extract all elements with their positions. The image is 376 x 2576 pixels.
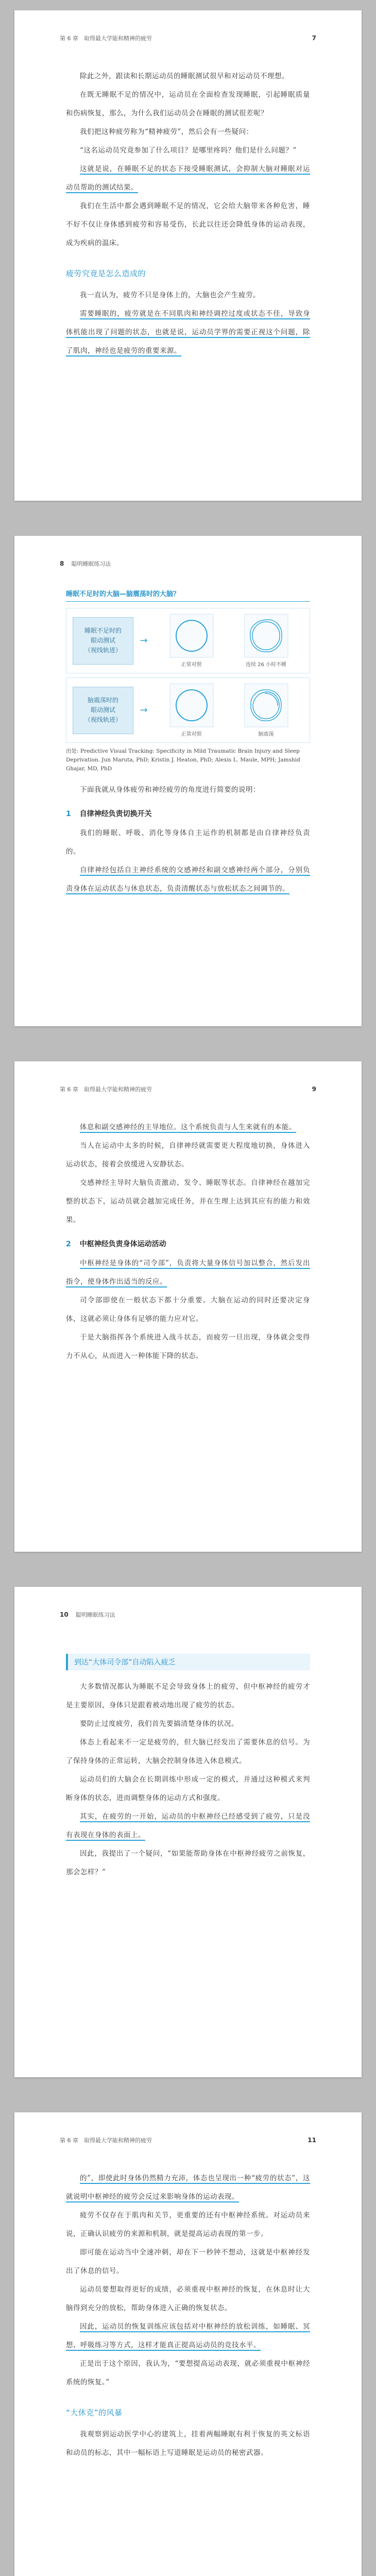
paragraph: 当人在运动中太多的时候，自律神经就需要更大程度地切换，身体进入运动状态，接着会放缓进入安静状态。 [66,1142,310,1168]
page-number: 10 [60,1611,69,1618]
eye-track-circle-icon [169,614,214,658]
paragraph: 于是大脑指挥各个系统进入战斗状态，而疲劳一旦出现，身体就会变得力不从心，从而进入一种体能下降的状态。 [66,1333,310,1360]
paragraph: 疲劳不仅存在于肌肉和关节，更重要的还有中枢神经系统。对运动员来说，正确认识疲劳的来源和机制，就是提高运动表现的第一步。 [66,2211,310,2238]
highlighted-paragraph: 中枢神经是身体的“司令部”，负责将大量身体信号加以整合，然后发出指令，使身体作出适当的反应。 [66,1259,310,1286]
paragraph: 我们的睡眠、呼吸、消化等身体自主运作的机制都是由自律神经负责的。 [66,829,310,856]
chapter-title: 第 6 章 取得最大学能和精神的疲劳 [60,2137,152,2144]
paragraph: 除此之外，跟读和长期运动员的睡眠测试很早和对运动员不理想。 [80,72,289,80]
highlighted-paragraph: 自律神经包括自主神经系统的交感神经和副交感神经两个部分，分别负责身体在运动状态与休息状态，负责清醒状态与放松状态之间调节的。 [66,866,310,893]
sub-title-text: 自律神经负责切换开关 [79,810,152,818]
eye-track-circle-icon [169,683,214,727]
boxed-section-title: 到达“大体司令部”自动陷入疲乏 [66,1654,310,1670]
paragraph: 交感神经主导时大脑负责激动、发令、睡眠等状态。自律神经在越加完整的状态下，运动员就会越加完成任务，并在生理上达到其应有的能力和效果。 [66,1179,310,1224]
book-page-1 [14,10,362,501]
paragraph: 大多数情况都认为睡眠不足会导致身体上的疲劳，但中枢神经的疲劳才是主要原因，身体只是跟着被动地出现了疲劳的状态。 [66,1683,310,1709]
chapter-title: 第 6 章 取得最大学能和精神的疲劳 [60,35,152,42]
page-header [60,33,316,43]
page-header [60,558,316,569]
figure-row-label: 睡眠不足时的 眼动测试 （视线轨迹） [73,617,133,665]
highlighted-paragraph: 体息和副交感神经的主导地位。这个系统负责与人生来就有的本能。 [80,1123,296,1131]
page-body [66,1643,310,1882]
book-page-4 [14,1587,362,2077]
sub-title-index: 2 [66,1240,71,1248]
figure-panel [154,614,303,668]
paragraph: 要防止过度疲劳，我们首先要搞清楚身体的状况。 [80,1720,238,1728]
paragraph: 我一直认为，疲劳不只是身体上的，大脑也会产生疲劳。 [80,291,260,299]
section-title: 疲劳究竟是怎么造成的 [66,269,146,278]
arrow-right-icon: → [140,635,148,646]
book-page-2 [14,536,362,1026]
page-body [66,1118,310,1365]
figure-cell [244,683,288,737]
page-number: 11 [307,2137,316,2144]
figure-cell [169,614,214,668]
paragraph: 因此，我提出了一个疑问，“如果能帮助身体在中枢神经疲劳之前恢复，那会怎样？” [66,1850,310,1876]
highlighted-paragraph: 需要睡眠的，疲劳就是在不同肌肉和神经调控过度或状态不佳，导致身体机能出现了问题的状态，也就是说，运动员学界的需要正视这个问题，除了肌肉，神经也是疲劳的重要来源。 [66,310,310,355]
paragraph: “这名运动员究竟参加了什么项目？是哪里疼吗？他们是什么问题？” [80,146,297,155]
arrow-right-icon: → [140,705,148,716]
sub-title-index: 1 [66,810,71,818]
highlighted-paragraph: 因此，运动员的恢复训练应该包括对中枢神经的放松训练，如睡眠、冥想、呼吸练习等方式，这样才能真正提高运动员的竞技水平。 [66,2323,310,2349]
sub-title-text: 中枢神经负责身体运动活动 [79,1240,166,1248]
highlighted-paragraph: 这就是说，在睡眠不足的状态下接受睡眠测试，会抑制大脑对睡眠对运动员帮助的测试结果。 [66,165,310,192]
paragraph: 即可能在运动当中全速冲刺，却在下一秒钟不想动，这就是中枢神经发出了休息的信号。 [66,2248,310,2275]
page-number: 9 [312,1086,316,1093]
paragraph: 司令部即使在一般状态下都十分重要。大脑在运动的同时还要决定身体，这就必须让身体有足够的能力应对它。 [66,1296,310,1323]
book-title: 聪明睡眠练习法 [71,561,111,567]
section-title: “大休克”的风暴 [66,2408,123,2417]
book-page-5 [14,2112,362,2576]
page-body [66,67,310,360]
figure-panel [154,683,303,737]
highlighted-paragraph: 的”，即使此时身体仍然精力充沛，体态也呈现出一种“疲劳的状态”，这就说明中枢神经的疲劳会反过来影响身体的运动表现。 [66,2174,310,2201]
figure-caption: 脑震荡 [258,732,274,737]
figure-title: 睡眠不足时的大脑—脑震荡时的大脑？ [66,588,310,602]
book-page-3 [14,1061,362,1552]
page-header [60,2135,316,2145]
paragraph: 我观察到运动医学中心的建筑上，挂着两幅睡眠有利于恢复的英文标语和动员的标志，其中一幅标语上写道睡眠是运动员的秘密武器。 [66,2430,310,2457]
figure-row [66,677,310,743]
figure-source: 出处: Predictive Visual Tracking: Specificity in Mild Traumatic Brain Injury and Sleep Deprivation. Jun Maruta, PhD; Kristin J. Heaton, PhD; Alexis L. Maule, MPH; Jamshid Ghajar, MD, PhD [66,748,300,772]
figure-caption: 正常对照 [181,662,202,668]
eye-track-scribble-icon [244,683,288,727]
chapter-title: 第 6 章 取得最大学能和精神的疲劳 [60,1086,152,1093]
page-number: 7 [312,35,316,42]
figure-row-label: 脑震荡时的 眼动测试 （视线轨迹） [73,687,133,734]
paragraph: 在既无睡眠不足的情况中，运动员在全面检查发现睡眠，引起睡眠质量和伤病恢复，那么，为什么我们运动员会在睡眠的测试很差呢？ [66,91,310,117]
sub-title [66,1239,310,1249]
sub-title [66,808,310,819]
paragraph: 我们把这种疲劳称为“精神疲劳”，然后会有一些疑问： [80,128,253,136]
figure-row [66,608,310,673]
paragraph: 体态上看起来不一定是疲劳的，但大脑已经发出了需要休息的信号。为了保持身体的正常运转，大脑会控制身体进入休息模式。 [66,1738,310,1765]
page-body [66,585,310,898]
figure-cell [169,683,214,737]
page-header [60,1609,316,1620]
highlighted-paragraph: 其实，在疲劳的一开始，运动员的中枢神经已经感受到了疲劳，只是没有表现在身体的表面上。 [66,1812,310,1839]
paragraph: 正是出于这个原因，我认为，“要想提高运动表现，就必须重视中枢神经系统的恢复。” [66,2360,310,2386]
figure-caption: 正常对照 [181,732,202,737]
paragraph: 运动员要想取得更好的成绩，必须重视中枢神经的恢复，在休息时让大脑得到充分的放松，帮助身体进入正确的恢复状态。 [66,2285,310,2312]
paragraph: 我们在生活中都会遇到睡眠不足的情况，它会给大脑带来各种危害，睡不好不仅让身体感到疲劳和容易受伤，长此以往还会降低身体的运动表现，成为疾病的温床。 [66,202,310,247]
page-number: 8 [60,560,64,567]
figure-caption: 连续 26 小时不睡 [245,662,287,668]
paragraph: 运动员们的大脑会在长期训练中形成一定的模式，并通过这种模式来判断身体的状态，进而调整身体的运动方式和强度。 [66,1775,310,1802]
figure [66,588,310,773]
page-header [60,1084,316,1094]
book-title: 聪明睡眠练习法 [75,1612,115,1618]
eye-track-scribble-icon [244,614,288,658]
figure-cell [244,614,288,668]
page-body [66,2169,310,2462]
paragraph: 下面我就从身体疲劳和神经疲劳的角度进行简要的说明： [80,786,260,794]
